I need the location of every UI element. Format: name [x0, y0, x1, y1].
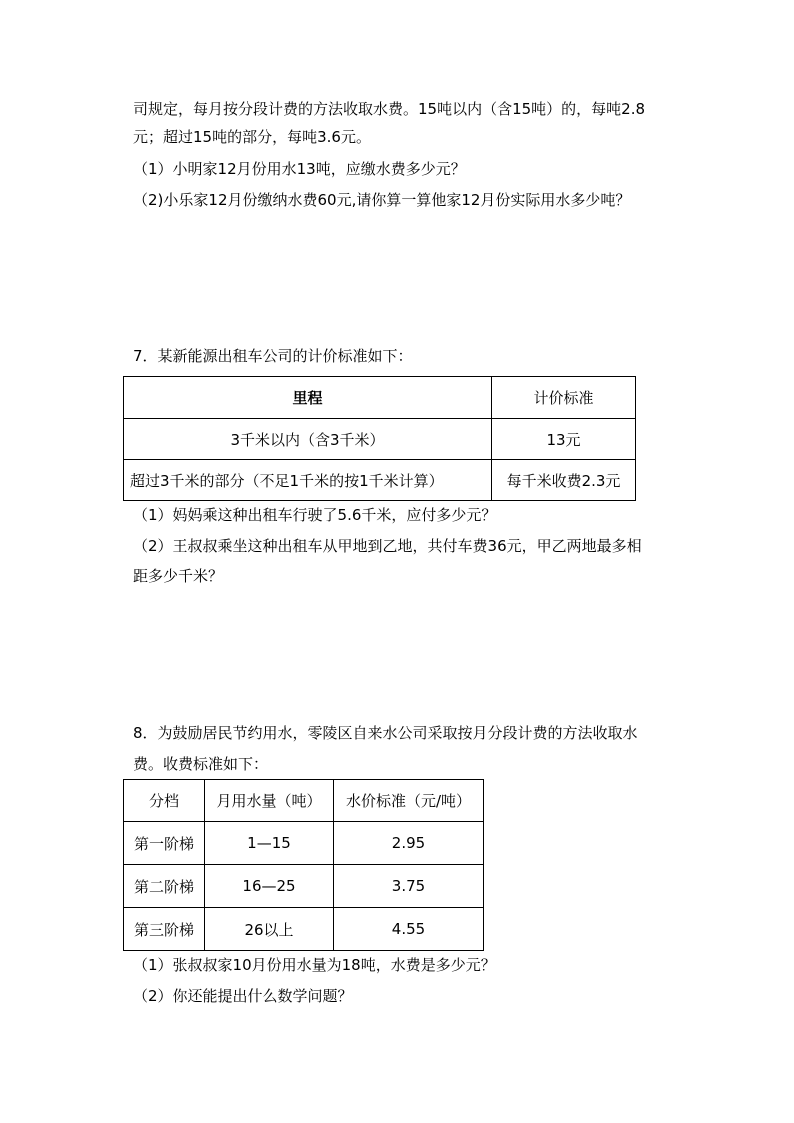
- table-cell: 4.55: [334, 908, 484, 951]
- q8-text-line-2: 费。收费标准如下：: [133, 755, 269, 773]
- table-cell: 1—15: [205, 822, 334, 865]
- table-cell: 第三阶梯: [124, 908, 205, 951]
- table-cell: 16—25: [205, 865, 334, 908]
- q6-subquestion-2: （2)小乐家12月份缴纳水费60元,请你算一算他家12月份实际用水多少吨？: [133, 191, 631, 209]
- table-cell: 第二阶梯: [124, 865, 205, 908]
- q7-fare-table: [123, 376, 636, 501]
- q6-text-line-1: 司规定，每月按分段计费的方法收取水费。15吨以内（含15吨）的，每吨2.8: [133, 100, 646, 118]
- table-header-cell: 月用水量（吨）: [205, 780, 334, 822]
- q8-subquestion-1: （1）张叔叔家10月份用水量为18吨，水费是多少元？: [133, 956, 496, 974]
- q7-title: 7．某新能源出租车公司的计价标准如下：: [133, 347, 413, 365]
- q7-subquestion-1: （1）妈妈乘这种出租车行驶了5.6千米，应付多少元？: [133, 506, 497, 524]
- q6-subquestion-1: （1）小明家12月份用水13吨，应缴水费多少元？: [133, 160, 466, 178]
- table-row: [124, 419, 636, 460]
- table-header-cell: 计价标准: [492, 377, 636, 419]
- table-header-row: [124, 377, 636, 419]
- table-row: [124, 908, 484, 951]
- table-header-cell: 水价标准（元/吨）: [334, 780, 484, 822]
- table-row: [124, 865, 484, 908]
- table-cell: 3千米以内（含3千米）: [124, 419, 492, 460]
- table-cell: 26以上: [205, 908, 334, 951]
- table-header-row: [124, 780, 484, 822]
- table-cell: 超过3千米的部分（不足1千米的按1千米计算）: [124, 460, 492, 501]
- table-row: [124, 822, 484, 865]
- table-cell: 第一阶梯: [124, 822, 205, 865]
- table-cell: 13元: [492, 419, 636, 460]
- q8-text-line-1: 8．为鼓励居民节约用水，零陵区自来水公司采取按月分段计费的方法收取水: [133, 724, 638, 742]
- q8-subquestion-2: （2）你还能提出什么数学问题？: [133, 987, 353, 1005]
- table-header-cell: 里程: [124, 377, 492, 419]
- table-cell: 每千米收费2.3元: [492, 460, 636, 501]
- table-cell: 2.95: [334, 822, 484, 865]
- q6-text-line-2: 元；超过15吨的部分，每吨3.6元。: [133, 128, 371, 146]
- table-cell: 3.75: [334, 865, 484, 908]
- q7-subquestion-2-line-1: （2）王叔叔乘坐这种出租车从甲地到乙地，共付车费36元，甲乙两地最多相: [133, 537, 642, 555]
- q7-subquestion-2-line-2: 距多少千米？: [133, 567, 224, 585]
- q8-water-price-table: [123, 779, 484, 951]
- table-row: [124, 460, 636, 501]
- table-header-cell: 分档: [124, 780, 205, 822]
